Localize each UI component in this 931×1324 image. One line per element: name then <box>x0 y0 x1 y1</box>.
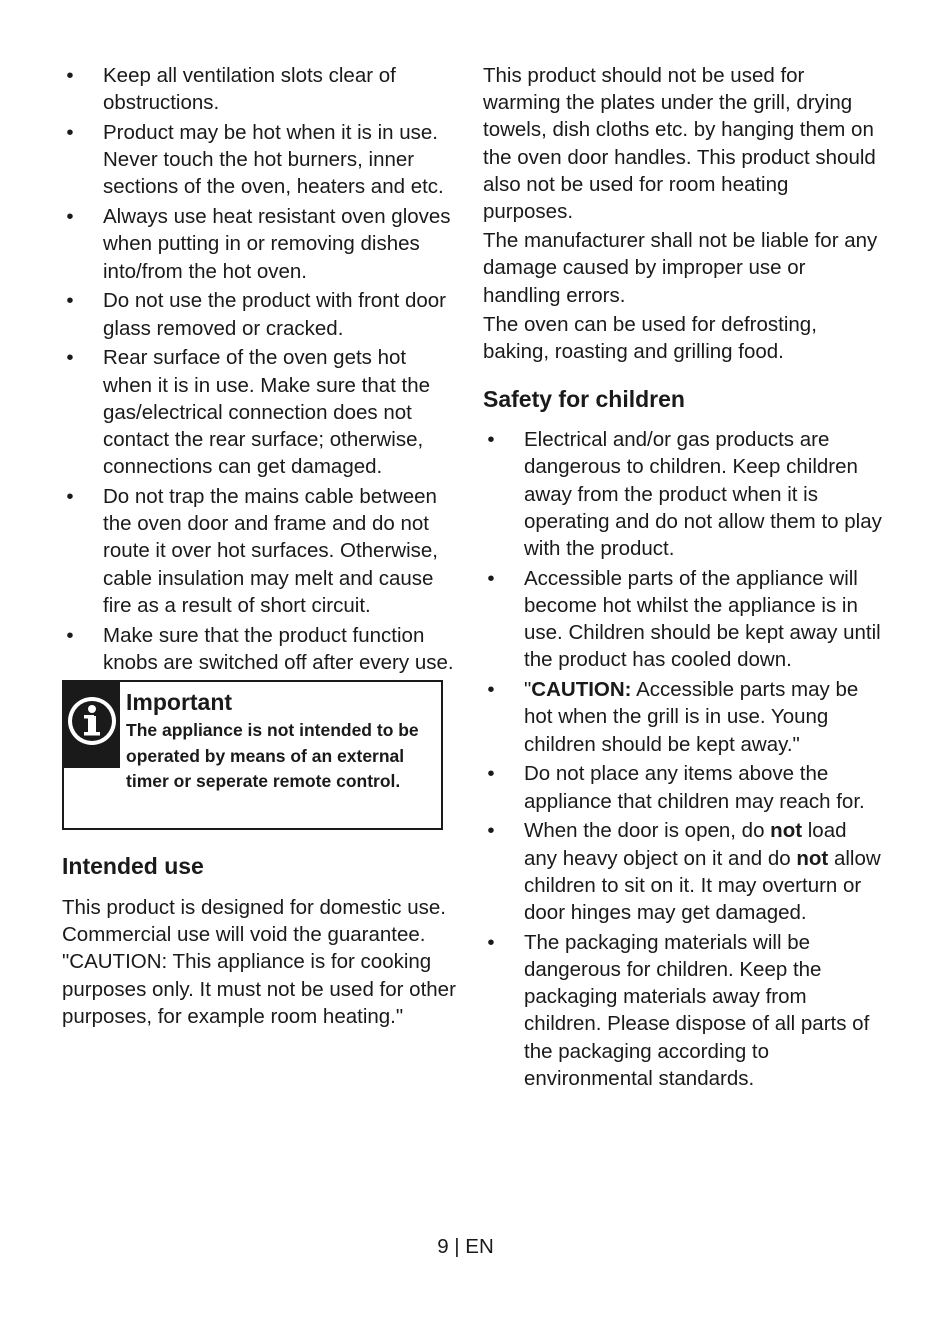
bullet-icon: • <box>66 64 74 87</box>
bullet-icon: • <box>487 819 495 843</box>
right-column <box>483 62 883 1095</box>
bullet-icon: • <box>66 205 74 229</box>
bullet-icon: • <box>66 346 74 370</box>
list-item: • Product may be hot when it is in use. Never touch the hot burners, inner sections of the oven, heaters and etc. <box>62 119 457 201</box>
list-item: • Always use heat resistant oven gloves when putting in or removing dishes into/from the hot oven. <box>62 203 457 285</box>
children-safety-bullet-list <box>483 426 883 1092</box>
bullet-icon: • <box>487 678 495 702</box>
paragraph: This product is designed for domestic use. Commercial use will void the guarantee. <box>62 896 446 947</box>
caution-paragraph: "CAUTION: This appliance is for cooking purposes only. It must not be used for other purposes, for example room heating." <box>62 950 456 1028</box>
caution-label: CAUTION: <box>531 678 632 702</box>
important-notice-box <box>62 680 443 830</box>
bullet-icon: • <box>487 566 495 590</box>
bullet-icon: • <box>66 485 74 509</box>
bullet-icon: • <box>487 428 495 452</box>
list-item: • The packaging materials will be dangerous for children. Keep the packaging materials away from children. Please dispose of all parts of the packaging according to environmental standards. <box>483 929 883 1092</box>
section-heading-intended-use: Intended use <box>62 853 204 880</box>
page-number-footer: 9 | EN <box>437 1235 494 1258</box>
section-heading-safety-for-children: Safety for children <box>483 386 685 413</box>
bullet-icon: • <box>66 289 74 313</box>
list-item: • Rear surface of the oven gets hot when it is in use. Make sure that the gas/electrical connection does not contact the rear surface; otherwise, connections can get damaged. <box>62 344 457 480</box>
list-item: • Do not place any items above the appliance that children may reach for. <box>483 760 883 814</box>
paragraph: The manufacturer shall not be liable for any damage caused by improper use or handling errors. <box>483 229 878 307</box>
safety-bullet-list <box>62 62 457 676</box>
bullet-icon: • <box>487 930 495 954</box>
list-item: • Make sure that the product function knobs are switched off after every use. <box>62 622 457 676</box>
important-body: The appliance is not intended to be operated by means of an external timer or seperate remote control. <box>126 720 419 792</box>
list-item: • Accessible parts of the appliance will become hot whilst the appliance is in use. Children should be kept away until the product has cooled down. <box>483 565 883 674</box>
left-column <box>62 62 457 1030</box>
list-item: • Keep all ventilation slots clear of obstructions. <box>62 62 457 116</box>
bullet-icon: • <box>66 623 74 647</box>
emphasis-not: not <box>770 819 803 843</box>
list-item: • "CAUTION: Accessible parts may be hot when the grill is in use. Young children should be kept away." <box>483 676 883 758</box>
important-title: Important <box>126 689 233 716</box>
list-item: • Electrical and/or gas products are dangerous to children. Keep children away from the product when it is operating and do not allow them to play with the product. <box>483 426 883 562</box>
paragraph: The oven can be used for defrosting, baking, roasting and grilling food. <box>483 312 817 364</box>
list-item: • Do not use the product with front door glass removed or cracked. <box>62 287 457 341</box>
list-item: • When the door is open, do not load any heavy object on it and do not allow children to sit on it. It may overturn or door hinges may get damaged. <box>483 817 883 926</box>
paragraph: This product should not be used for warming the plates under the grill, drying towels, dish cloths etc. by hanging them on the oven door handles. This product should also not be used for room heating purposes. <box>483 64 876 224</box>
bullet-icon: • <box>487 762 495 786</box>
bullet-icon: • <box>66 121 74 144</box>
emphasis-not: not <box>796 846 829 870</box>
list-item: • Do not trap the mains cable between the oven door and frame and do not route it over hot surfaces. Otherwise, cable insulation may melt and cause fire as a result of short circuit. <box>62 483 457 619</box>
info-icon <box>64 682 120 768</box>
